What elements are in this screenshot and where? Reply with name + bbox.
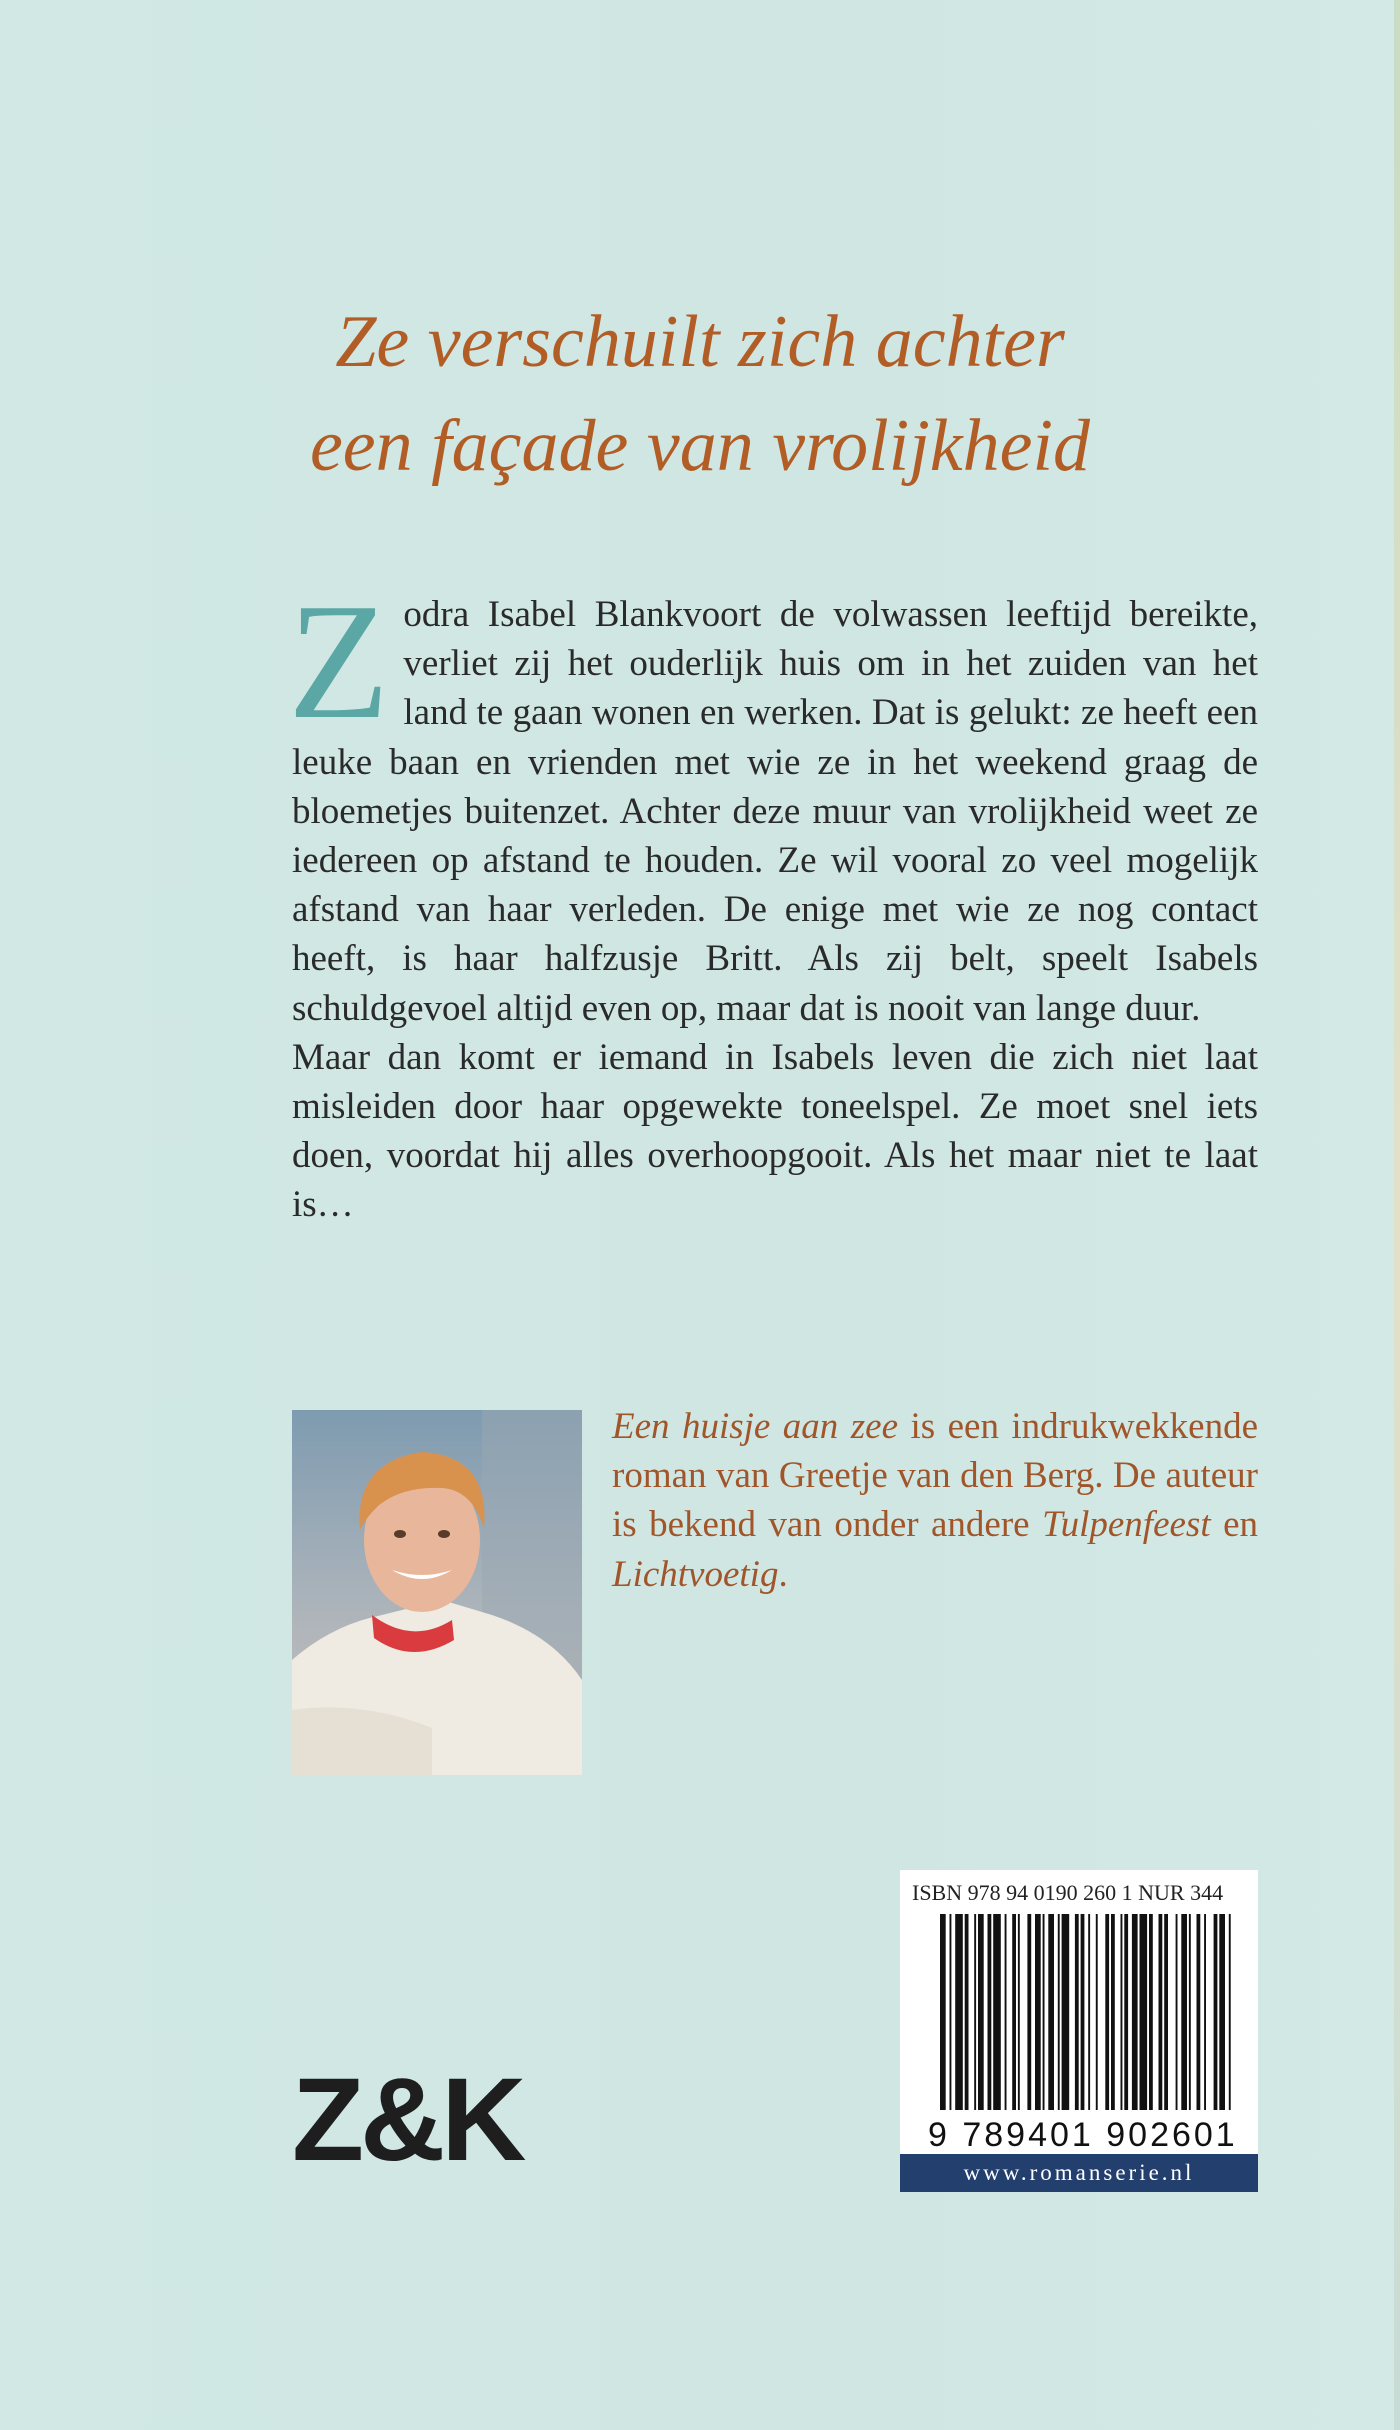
author-blurb-text-2: en: [1210, 1504, 1258, 1546]
drop-cap: Z: [288, 569, 390, 753]
barcode-bar: [1197, 1914, 1201, 2110]
barcode-bars: [900, 1870, 1258, 2120]
barcode-bar: [1181, 1914, 1187, 2110]
barcode-bar: [1140, 1914, 1148, 2110]
barcode-bar: [940, 1914, 946, 2110]
barcode-bar: [988, 1914, 992, 2110]
book-title: Een huisje aan zee: [612, 1406, 899, 1447]
barcode-bar: [1204, 1914, 1206, 2110]
blurb-paragraph-1-text: odra Isabel Blankvoort de volwassen leeftijd bereikte, verliet zij het ouderlijk huis om in het zuiden van het land te gaan wonen en werken. Dat is gelukt: ze heeft een leuke baan en vrienden met wie ze in het weekend graag de bloemetjes buitenzet. Achter deze muur van vrolijkheid weet ze iedereen op afstand te houden. Ze wil vooral zo veel mogelijk afstand van haar verleden. De enige met wie ze nog contact heeft, is haar halfzusje Britt. Als zij belt, speelt Isabels schuldgevoel altijd even op, maar dat is nooit van lange duur.: [292, 594, 1258, 1029]
barcode-bar: [1105, 1914, 1109, 2110]
barcode-bar: [965, 1914, 969, 2110]
barcode-bar: [1075, 1914, 1079, 2110]
barcode-bar: [1096, 1914, 1098, 2110]
barcode-bar: [1012, 1914, 1016, 2110]
barcode-bar: [1124, 1914, 1128, 2110]
barcode-bar: [1159, 1914, 1163, 2110]
blurb-paragraph-2: Maar dan komt er iemand in Isabels leven die zich niet laat misleiden door haar opgewekte toneelspel. Ze moet snel iets doen, voordat hij alles overhoopgooit. Als het maar niet te laat is…: [292, 1036, 1258, 1226]
tagline-line-1: Ze verschuilt zich achter: [335, 301, 1065, 383]
tagline-line-2: een façade van vrolijkheid: [309, 405, 1091, 487]
author-blurb-text-3: .: [778, 1553, 788, 1595]
author-blurb-text-1: is een indrukwekkende roman van Greetje van den Berg. De auteur is bekend van onder andere: [612, 1406, 1258, 1546]
barcode-bar: [1132, 1914, 1138, 2110]
barcode-bar: [1111, 1914, 1115, 2110]
barcode-bar: [1164, 1914, 1168, 2110]
blurb-paragraph-1: [288, 569, 1258, 1033]
barcode-bar: [978, 1914, 984, 2110]
barcode-bar: [1081, 1914, 1085, 2110]
barcode-bar: [1219, 1914, 1225, 2110]
barcode-bar: [950, 1914, 952, 2110]
barcode-bar: [1149, 1914, 1153, 2110]
barcode-digits: 9 789401 902601: [928, 2116, 1238, 2154]
author-photo: [292, 1410, 582, 1775]
barcode-bar: [1005, 1914, 1007, 2110]
barcode-bar: [1035, 1914, 1041, 2110]
barcode-bar: [993, 1914, 1001, 2110]
barcode-bar: [1027, 1914, 1031, 2110]
author-blurb: [612, 1402, 1258, 1599]
tagline: [0, 290, 1400, 498]
isbn-line: ISBN 978 94 0190 260 1 NUR 344: [912, 1880, 1224, 1905]
barcode-bar: [1048, 1914, 1054, 2110]
barcode-bar: [1058, 1914, 1060, 2110]
barcode-bar: [1062, 1914, 1070, 2110]
publisher-logo: Z&K: [292, 2054, 523, 2186]
author-portrait-image: [292, 1410, 582, 1775]
barcode-bar: [1229, 1914, 1231, 2110]
other-title-1: Tulpenfeest: [1042, 1504, 1211, 1546]
barcode-box: [900, 1870, 1258, 2192]
barcode-bar: [1121, 1914, 1123, 2110]
barcode-bar: [974, 1914, 976, 2110]
barcode-bar: [1176, 1914, 1178, 2110]
barcode-bar: [1088, 1914, 1090, 2110]
barcode-bar: [955, 1914, 963, 2110]
barcode-bar: [1018, 1914, 1020, 2110]
blurb: [288, 569, 1258, 1230]
barcode-bar: [1189, 1914, 1191, 2110]
website-url: www.romanserie.nl: [900, 2154, 1258, 2192]
other-title-2: Lichtvoetig: [612, 1553, 779, 1595]
barcode-bar: [1043, 1914, 1045, 2110]
barcode-bar: [1214, 1914, 1218, 2110]
